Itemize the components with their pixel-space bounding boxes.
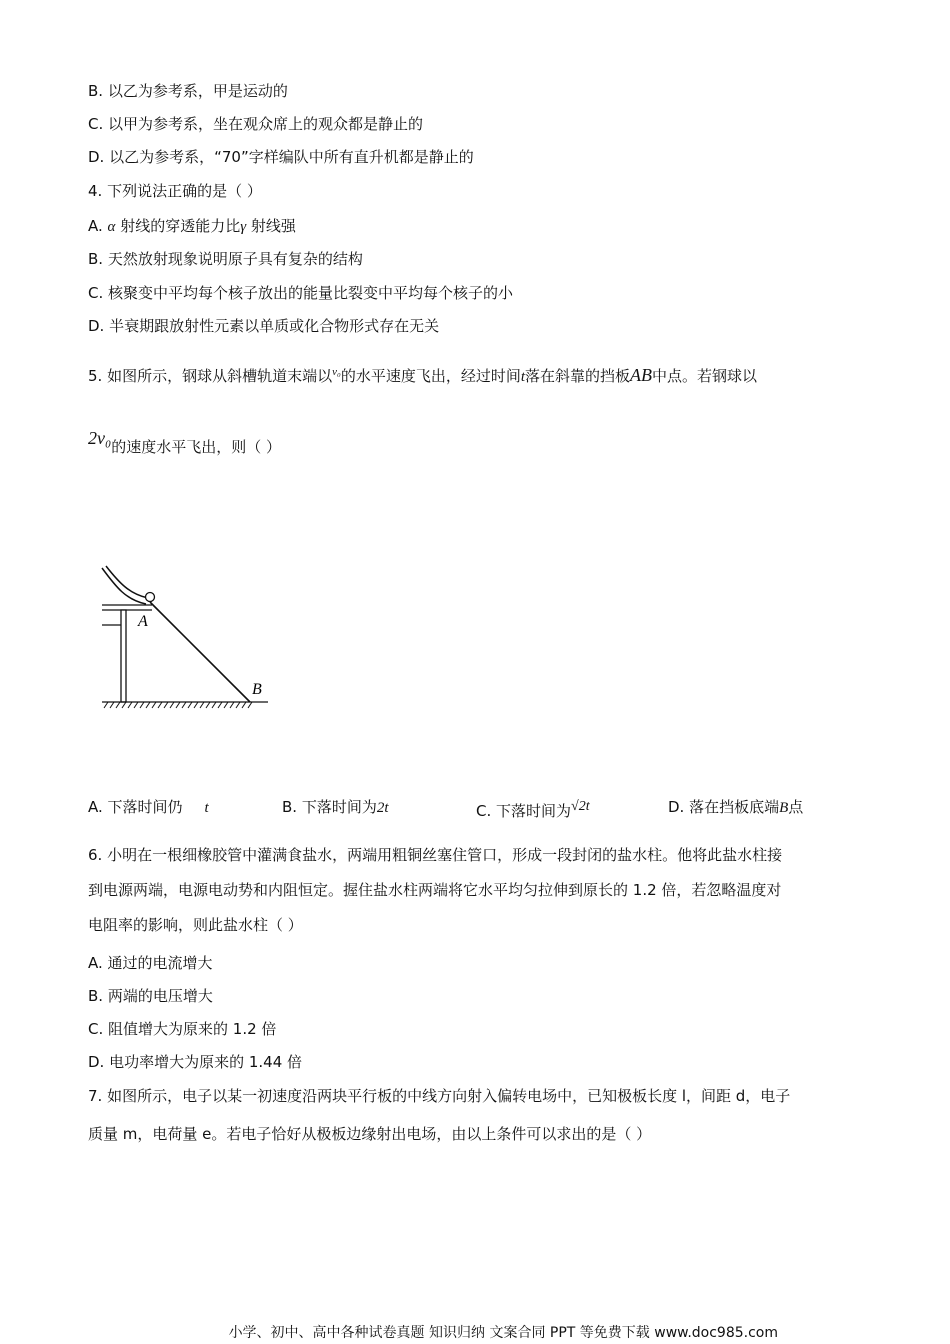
q4-option-d: D. 半衰期跟放射性元素以单质或化合物形式存在无关 [88,317,440,335]
text: 落在斜靠的挡板 [525,367,631,385]
2t-symbol: 2t [376,800,389,816]
text: B. 下落时间为 [282,798,377,816]
alpha-symbol: α [107,219,116,235]
sqrt2t-symbol: √2t [571,799,590,814]
q6-option-b: B. 两端的电压增大 [88,987,213,1005]
q6-stem-line2: 到电源两端，电源电动势和内阻恒定。握住盐水柱两端将它水平均匀拉伸到原长的 1.2 倍，若忽略温度对 [88,881,782,899]
2v0-symbol: 2v₀ [88,428,112,448]
t-symbol: t [520,369,525,385]
gamma-symbol: γ [240,219,247,235]
b-symbol: B [779,800,789,816]
q3-option-b: B. 以乙为参考系，甲是运动的 [88,82,288,100]
q5-stem-line2 [88,428,282,457]
text: 中点。若钢球以 [652,367,758,385]
q3-option-d: D. 以乙为参考系，“70”字样编队中所有直升机都是静止的 [88,148,474,166]
q6-stem-line3: 电阻率的影响，则此盐水柱（ ） [88,916,303,934]
point-a-label: A [138,613,148,630]
q5-option-d [668,797,803,818]
q6-option-a: A. 通过的电流增大 [88,954,213,972]
text: 的水平速度飞出，经过时间 [340,367,521,385]
t-symbol: t [204,800,209,816]
text: 的速度水平飞出，则（ ） [111,438,282,456]
q4-option-c: C. 核聚变中平均每个核子放出的能量比裂变中平均每个核子的小 [88,284,514,302]
q4-stem: 4. 下列说法正确的是（ ） [88,182,262,200]
q6-option-c: C. 阻值增大为原来的 1.2 倍 [88,1020,277,1038]
q6-option-d: D. 电功率增大为原来的 1.44 倍 [88,1053,303,1071]
q7-stem-line1: 7. 如图所示，电子以某一初速度沿两块平行板的中线方向射入偏转电场中，已知极板长度 l，间距 d，电子 [88,1087,791,1105]
q5-option-c [476,797,590,821]
q5-stem-line1 [88,362,757,387]
text: A. 下落时间仍 [88,798,183,816]
q4-option-a [88,216,296,237]
q5-option-a [88,797,209,818]
label: A. [88,217,108,235]
q3-option-c: C. 以甲为参考系，坐在观众席上的观众都是静止的 [88,115,424,133]
q4-option-b: B. 天然放射现象说明原子具有复杂的结构 [88,250,363,268]
v0-symbol: v₀ [332,366,341,378]
text: 5. 如图所示，钢球从斜槽轨道末端以 [88,367,333,385]
footer-text: 小学、初中、高中各种试卷真题 知识归纳 文案合同 PPT 等免费下载 www.doc985.com [228,1325,778,1341]
text: D. 落在挡板底端 [668,798,780,816]
q6-stem-line1: 6. 小明在一根细橡胶管中灌满食盐水，两端用粗铜丝塞住管口，形成一段封闭的盐水柱。他将此盐水柱接 [88,846,783,864]
projectile-figure [96,562,276,712]
q5-option-b [282,797,389,818]
point-b-label: B [252,681,262,698]
text: 射线的穿透能力比 [115,217,241,235]
text: C. 下落时间为 [476,802,572,820]
text: 点 [788,798,804,816]
q7-stem-line2: 质量 m，电荷量 e。若电子恰好从极板边缘射出电场，由以上条件可以求出的是（ ） [88,1125,652,1143]
text: 射线强 [246,217,296,235]
ab-symbol: AB [630,365,653,385]
